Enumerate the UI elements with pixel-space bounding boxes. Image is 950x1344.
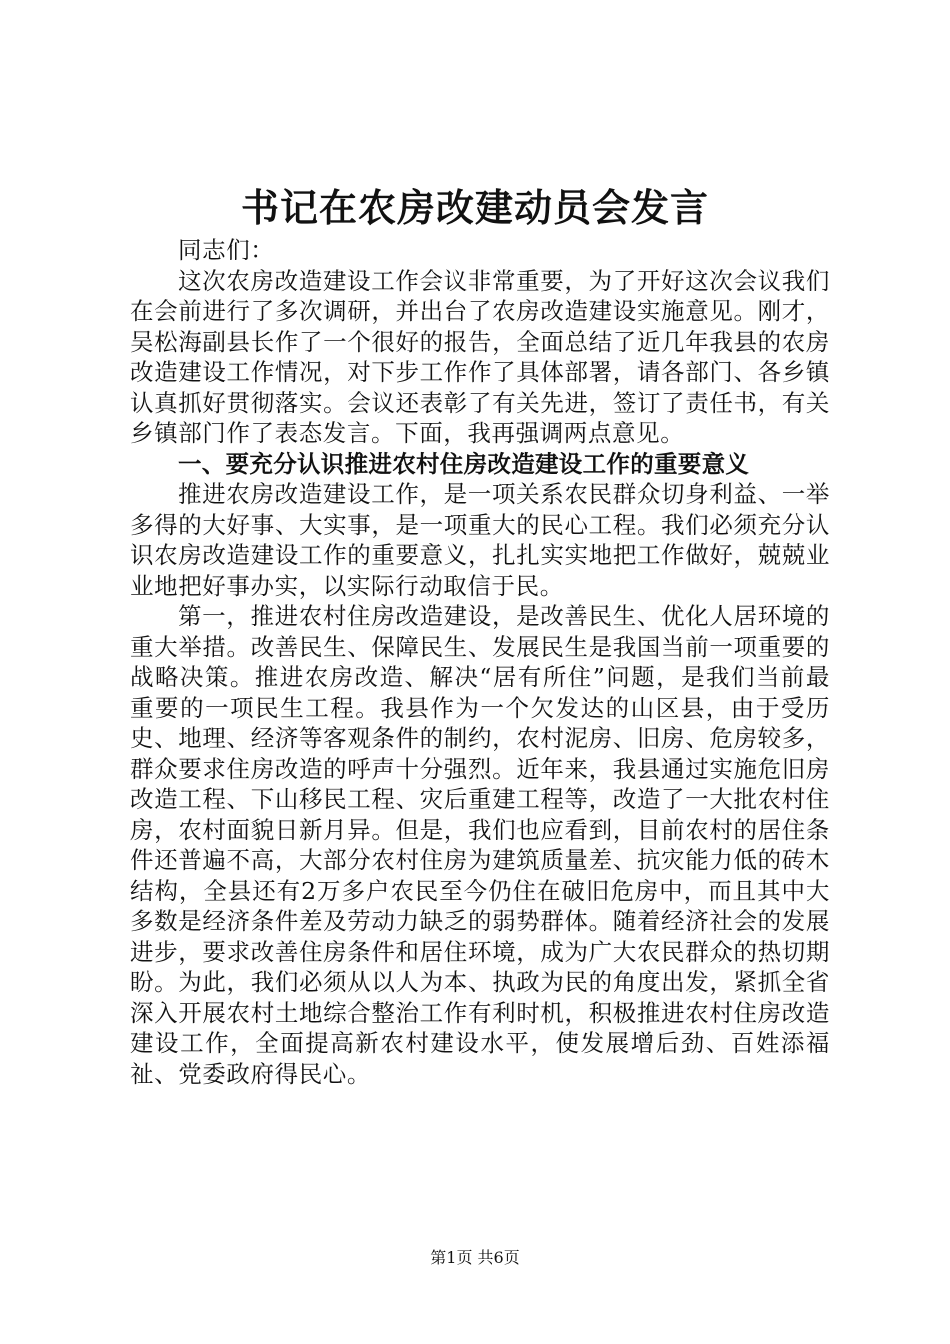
page-number-footer: 第1页 共6页 bbox=[430, 1248, 520, 1267]
salutation: 同志们： bbox=[178, 236, 275, 264]
section1-paragraph-2: 第一，推进农村住房改造建设，是改善民生、优化人居环境的重大举措。改善民生、保障民生、发展民生是我国当前一项重要的战略决策。推进农房改造、解决“居有所住”问题，是我们当前最重要的一项民生工程。我县作为一个欠发达的山区县，由于受历史、地理、经济等客观条件的制约，农村泥房、旧房、危房较多，群众要求住房改造的呼声十分强烈。近年来，我县通过实施危旧房改造工程、下山移民工程、灾后重建工程等，改造了一大批农村住房，农村面貌日新月异。但是，我们也应看到，目前农村的居住条件还普遍不高，大部分农村住房为建筑质量差、抗灾能力低的砖木结构，全县还有2万多户农民至今仍住在破旧危房中，而且其中大多数是经济条件差及劳动力缺乏的弱势群体。随着经济社会的发展进步，要求改善住房条件和居住环境，成为广大农民群众的热切期盼。为此，我们必须从以人为本、执政为民的角度出发，紧抓全省深入开展农村土地综合整治工作有利时机，积极推进农村住房改造建设工作，全面提高新农村建设水平，使发展增后劲、百姓添福祉、党委政府得民心。 bbox=[130, 602, 830, 1088]
intro-paragraph: 这次农房改造建设工作会议非常重要，为了开好这次会议我们在会前进行了多次调研，并出台了农房改造建设实施意见。刚才，吴松海副县长作了一个很好的报告，全面总结了近几年我县的农房改造建设工作情况，对下步工作作了具体部署，请各部门、各乡镇认真抓好贯彻落实。会议还表彰了有关先进，签订了责任书，有关乡镇部门作了表态发言。下面，我再强调两点意见。 bbox=[130, 266, 830, 447]
section-heading-1: 一、要充分认识推进农村住房改造建设工作的重要意义 bbox=[178, 449, 750, 478]
section1-paragraph-1: 推进农房改造建设工作，是一项关系农民群众切身利益、一举多得的大好事、大实事，是一项重大的民心工程。我们必须充分认识农房改造建设工作的重要意义，扎扎实实地把工作做好，兢兢业业地把好事办实，以实际行动取信于民。 bbox=[130, 480, 830, 600]
document-body bbox=[130, 235, 830, 1089]
document-title: 书记在农房改建动员会发言 bbox=[240, 185, 709, 230]
